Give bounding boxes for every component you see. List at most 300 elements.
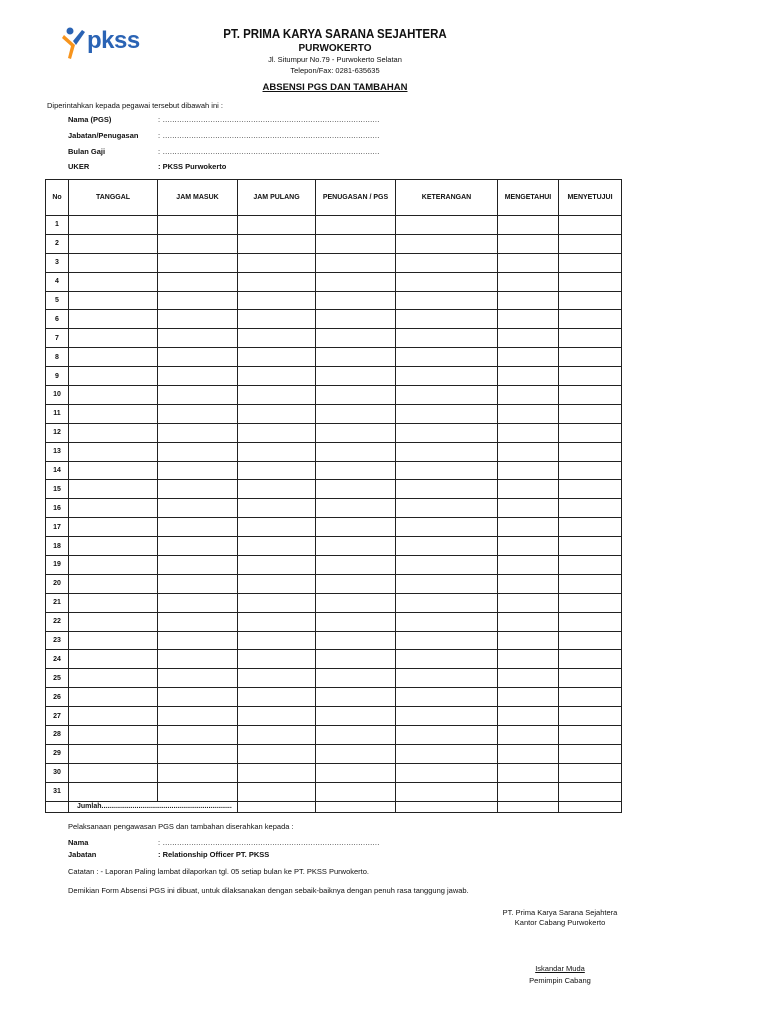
mengetahui-cell[interactable] xyxy=(498,707,559,726)
tanggal-cell[interactable] xyxy=(69,386,158,405)
header-no: No xyxy=(46,180,69,216)
table-row xyxy=(46,253,622,272)
handover-nama-value[interactable]: : ........................................................................................... xyxy=(158,838,380,847)
tanggal-cell[interactable] xyxy=(69,650,158,669)
mengetahui-cell[interactable] xyxy=(498,763,559,782)
table-row xyxy=(46,499,622,518)
jam-masuk-cell[interactable] xyxy=(158,574,238,593)
keterangan-cell[interactable] xyxy=(396,461,498,480)
jam-masuk-cell[interactable] xyxy=(158,669,238,688)
jam-masuk-cell[interactable] xyxy=(158,310,238,329)
penugasan-cell[interactable] xyxy=(316,310,396,329)
mengetahui-cell[interactable] xyxy=(498,744,559,763)
menyetujui-cell[interactable] xyxy=(559,688,622,707)
keterangan-cell[interactable] xyxy=(396,423,498,442)
table-row xyxy=(46,310,622,329)
tanggal-cell[interactable] xyxy=(69,631,158,650)
menyetujui-cell[interactable] xyxy=(559,386,622,405)
table-row xyxy=(46,461,622,480)
penugasan-cell[interactable] xyxy=(316,574,396,593)
menyetujui-cell[interactable] xyxy=(559,669,622,688)
tanggal-cell[interactable] xyxy=(69,669,158,688)
keterangan-cell[interactable] xyxy=(396,574,498,593)
jam-pulang-cell[interactable] xyxy=(238,688,316,707)
jam-masuk-cell[interactable] xyxy=(158,518,238,537)
jam-pulang-cell[interactable] xyxy=(238,329,316,348)
menyetujui-cell[interactable] xyxy=(559,310,622,329)
mengetahui-cell[interactable] xyxy=(498,782,559,801)
tanggal-cell[interactable] xyxy=(69,707,158,726)
company-city: PURWOKERTO xyxy=(298,43,372,54)
jam-pulang-cell[interactable] xyxy=(238,234,316,253)
penugasan-cell[interactable] xyxy=(316,348,396,367)
penugasan-cell[interactable] xyxy=(316,329,396,348)
row-number: 19 xyxy=(46,556,69,575)
mengetahui-cell[interactable] xyxy=(498,650,559,669)
jam-pulang-cell[interactable] xyxy=(238,423,316,442)
tanggal-cell[interactable] xyxy=(69,518,158,537)
jam-masuk-cell[interactable] xyxy=(158,480,238,499)
penugasan-cell[interactable] xyxy=(316,707,396,726)
jam-masuk-cell[interactable] xyxy=(158,272,238,291)
jam-pulang-cell[interactable] xyxy=(238,499,316,518)
mengetahui-cell[interactable] xyxy=(498,404,559,423)
note-text: Catatan : - Laporan Paling lambat dilaporkan tgl. 05 setiap bulan ke PT. PKSS Purwokerto. xyxy=(68,867,370,876)
tanggal-cell[interactable] xyxy=(69,367,158,386)
jam-pulang-cell[interactable] xyxy=(238,272,316,291)
table-row xyxy=(46,556,622,575)
row-number: 9 xyxy=(46,367,69,386)
penugasan-cell[interactable] xyxy=(316,291,396,310)
menyetujui-cell[interactable] xyxy=(559,404,622,423)
header-mengetahui: MENGETAHUI xyxy=(498,180,559,216)
tanggal-cell[interactable] xyxy=(69,310,158,329)
mengetahui-cell[interactable] xyxy=(498,253,559,272)
mengetahui-cell[interactable] xyxy=(498,593,559,612)
keterangan-cell[interactable] xyxy=(396,291,498,310)
keterangan-cell[interactable] xyxy=(396,216,498,235)
keterangan-cell[interactable] xyxy=(396,499,498,518)
penugasan-cell[interactable] xyxy=(316,480,396,499)
menyetujui-cell[interactable] xyxy=(559,650,622,669)
total-cell[interactable] xyxy=(396,801,498,812)
tanggal-cell[interactable] xyxy=(69,537,158,556)
table-row xyxy=(46,688,622,707)
jam-pulang-cell[interactable] xyxy=(238,461,316,480)
mengetahui-cell[interactable] xyxy=(498,423,559,442)
jam-masuk-cell[interactable] xyxy=(158,631,238,650)
tanggal-cell[interactable] xyxy=(69,782,158,801)
keterangan-cell[interactable] xyxy=(396,234,498,253)
row-number: 8 xyxy=(46,348,69,367)
row-number: 22 xyxy=(46,612,69,631)
table-row xyxy=(46,518,622,537)
jam-pulang-cell[interactable] xyxy=(238,650,316,669)
row-number: 1 xyxy=(46,216,69,235)
penugasan-cell[interactable] xyxy=(316,216,396,235)
handover-nama-label: Nama xyxy=(68,838,89,847)
menyetujui-cell[interactable] xyxy=(559,442,622,461)
row-number: 17 xyxy=(46,518,69,537)
table-row xyxy=(46,593,622,612)
jam-masuk-cell[interactable] xyxy=(158,726,238,745)
company-phone: Telepon/Fax: 0281-635635 xyxy=(290,66,380,75)
jam-pulang-cell[interactable] xyxy=(238,782,316,801)
table-row xyxy=(46,480,622,499)
header-keterangan: KETERANGAN xyxy=(396,180,498,216)
tanggal-cell[interactable] xyxy=(69,744,158,763)
tanggal-cell[interactable] xyxy=(69,499,158,518)
menyetujui-cell[interactable] xyxy=(559,631,622,650)
field-value-bulan-gaji[interactable]: : ........................................................................................... xyxy=(158,147,380,156)
penugasan-cell[interactable] xyxy=(316,272,396,291)
tanggal-cell[interactable] xyxy=(69,480,158,499)
mengetahui-cell[interactable] xyxy=(498,348,559,367)
tanggal-cell[interactable] xyxy=(69,234,158,253)
keterangan-cell[interactable] xyxy=(396,404,498,423)
signature-org-line2: Kantor Cabang Purwokerto xyxy=(514,918,606,927)
mengetahui-cell[interactable] xyxy=(498,631,559,650)
tanggal-cell[interactable] xyxy=(69,763,158,782)
menyetujui-cell[interactable] xyxy=(559,461,622,480)
mengetahui-cell[interactable] xyxy=(498,329,559,348)
row-number: 12 xyxy=(46,423,69,442)
jam-masuk-cell[interactable] xyxy=(158,763,238,782)
table-row xyxy=(46,367,622,386)
jam-masuk-cell[interactable] xyxy=(158,216,238,235)
row-number: 26 xyxy=(46,688,69,707)
row-number: 6 xyxy=(46,310,69,329)
pkss-logo xyxy=(62,24,152,64)
field-label-bulan-gaji: Bulan Gaji xyxy=(68,147,106,156)
row-number: 10 xyxy=(46,386,69,405)
mengetahui-cell[interactable] xyxy=(498,688,559,707)
penugasan-cell[interactable] xyxy=(316,669,396,688)
menyetujui-cell[interactable] xyxy=(559,707,622,726)
tanggal-cell[interactable] xyxy=(69,253,158,272)
jam-pulang-cell[interactable] xyxy=(238,442,316,461)
menyetujui-cell[interactable] xyxy=(559,556,622,575)
jam-pulang-cell[interactable] xyxy=(238,612,316,631)
company-address: Jl. Situmpur No.79 - Purwokerto Selatan xyxy=(268,55,402,64)
jam-masuk-cell[interactable] xyxy=(158,537,238,556)
logo-wordmark: pkss xyxy=(87,27,140,54)
jam-masuk-cell[interactable] xyxy=(158,291,238,310)
jam-masuk-cell[interactable] xyxy=(158,650,238,669)
penugasan-cell[interactable] xyxy=(316,688,396,707)
mengetahui-cell[interactable] xyxy=(498,556,559,575)
keterangan-cell[interactable] xyxy=(396,612,498,631)
penugasan-cell[interactable] xyxy=(316,442,396,461)
table-row xyxy=(46,329,622,348)
menyetujui-cell[interactable] xyxy=(559,782,622,801)
jam-pulang-cell[interactable] xyxy=(238,348,316,367)
row-number: 3 xyxy=(46,253,69,272)
jam-pulang-cell[interactable] xyxy=(238,707,316,726)
field-value-jabatan[interactable]: : ........................................................................................... xyxy=(158,131,380,140)
jam-masuk-cell[interactable] xyxy=(158,253,238,272)
jam-pulang-cell[interactable] xyxy=(238,291,316,310)
table-row xyxy=(46,574,622,593)
header-jam-masuk: JAM MASUK xyxy=(158,180,238,216)
row-number: 30 xyxy=(46,763,69,782)
penugasan-cell[interactable] xyxy=(316,518,396,537)
signature-org-line1: PT. Prima Karya Sarana Sejahtera xyxy=(502,908,618,917)
tanggal-cell[interactable] xyxy=(69,423,158,442)
table-row xyxy=(46,726,622,745)
keterangan-cell[interactable] xyxy=(396,329,498,348)
jam-masuk-cell[interactable] xyxy=(158,461,238,480)
jam-masuk-cell[interactable] xyxy=(158,386,238,405)
table-row xyxy=(46,423,622,442)
keterangan-cell[interactable] xyxy=(396,744,498,763)
menyetujui-cell[interactable] xyxy=(559,518,622,537)
mengetahui-cell[interactable] xyxy=(498,537,559,556)
penugasan-cell[interactable] xyxy=(316,612,396,631)
row-number: 2 xyxy=(46,234,69,253)
mengetahui-cell[interactable] xyxy=(498,367,559,386)
jam-pulang-cell[interactable] xyxy=(238,763,316,782)
menyetujui-cell[interactable] xyxy=(559,291,622,310)
row-number: 21 xyxy=(46,593,69,612)
jam-pulang-cell[interactable] xyxy=(238,593,316,612)
jam-masuk-cell[interactable] xyxy=(158,404,238,423)
jam-pulang-cell[interactable] xyxy=(238,556,316,575)
jam-masuk-cell[interactable] xyxy=(158,329,238,348)
field-label-uker: UKER xyxy=(68,162,90,171)
row-number: 27 xyxy=(46,707,69,726)
penugasan-cell[interactable] xyxy=(316,782,396,801)
menyetujui-cell[interactable] xyxy=(559,499,622,518)
field-label-jabatan: Jabatan/Penugasan xyxy=(68,131,139,140)
jam-masuk-cell[interactable] xyxy=(158,442,238,461)
handover-jabatan-label: Jabatan xyxy=(68,850,97,859)
penugasan-cell[interactable] xyxy=(316,650,396,669)
penugasan-cell[interactable] xyxy=(316,253,396,272)
tanggal-cell[interactable] xyxy=(69,688,158,707)
jam-pulang-cell[interactable] xyxy=(238,216,316,235)
keterangan-cell[interactable] xyxy=(396,442,498,461)
table-row xyxy=(46,631,622,650)
menyetujui-cell[interactable] xyxy=(559,348,622,367)
keterangan-cell[interactable] xyxy=(396,537,498,556)
jam-pulang-cell[interactable] xyxy=(238,537,316,556)
penugasan-cell[interactable] xyxy=(316,461,396,480)
menyetujui-cell[interactable] xyxy=(559,574,622,593)
total-cell[interactable] xyxy=(498,801,559,812)
total-blank-cell xyxy=(46,801,69,812)
pkss-figure-logo-icon xyxy=(62,26,88,60)
keterangan-cell[interactable] xyxy=(396,348,498,367)
mengetahui-cell[interactable] xyxy=(498,499,559,518)
signer-name: Iskandar Muda xyxy=(535,964,585,973)
jam-masuk-cell[interactable] xyxy=(158,367,238,386)
tanggal-cell[interactable] xyxy=(69,556,158,575)
menyetujui-cell[interactable] xyxy=(559,726,622,745)
menyetujui-cell[interactable] xyxy=(559,367,622,386)
jam-pulang-cell[interactable] xyxy=(238,253,316,272)
row-number: 11 xyxy=(46,404,69,423)
jam-pulang-cell[interactable] xyxy=(238,367,316,386)
mengetahui-cell[interactable] xyxy=(498,234,559,253)
penugasan-cell[interactable] xyxy=(316,234,396,253)
total-label: Jumlah................................................................... xyxy=(69,801,238,812)
intro-text: Diperintahkan kepada pegawai tersebut dibawah ini : xyxy=(47,101,223,110)
mengetahui-cell[interactable] xyxy=(498,272,559,291)
jam-masuk-cell[interactable] xyxy=(158,348,238,367)
penugasan-cell[interactable] xyxy=(316,499,396,518)
tanggal-cell[interactable] xyxy=(69,404,158,423)
keterangan-cell[interactable] xyxy=(396,518,498,537)
jam-pulang-cell[interactable] xyxy=(238,574,316,593)
penugasan-cell[interactable] xyxy=(316,404,396,423)
table-header-row xyxy=(46,180,622,216)
penugasan-cell[interactable] xyxy=(316,537,396,556)
row-number: 29 xyxy=(46,744,69,763)
menyetujui-cell[interactable] xyxy=(559,216,622,235)
tanggal-cell[interactable] xyxy=(69,348,158,367)
menyetujui-cell[interactable] xyxy=(559,329,622,348)
jam-masuk-cell[interactable] xyxy=(158,707,238,726)
mengetahui-cell[interactable] xyxy=(498,386,559,405)
table-row xyxy=(46,612,622,631)
jam-pulang-cell[interactable] xyxy=(238,669,316,688)
total-cell[interactable] xyxy=(316,801,396,812)
keterangan-cell[interactable] xyxy=(396,763,498,782)
jam-masuk-cell[interactable] xyxy=(158,688,238,707)
jam-masuk-cell[interactable] xyxy=(158,499,238,518)
header-menyetujui: MENYETUJUI xyxy=(559,180,622,216)
handover-jabatan-value: : Relationship Officer PT. PKSS xyxy=(158,850,270,859)
jam-masuk-cell[interactable] xyxy=(158,612,238,631)
table-row xyxy=(46,650,622,669)
keterangan-cell[interactable] xyxy=(396,726,498,745)
menyetujui-cell[interactable] xyxy=(559,763,622,782)
jam-pulang-cell[interactable] xyxy=(238,726,316,745)
jam-masuk-cell[interactable] xyxy=(158,782,238,801)
keterangan-cell[interactable] xyxy=(396,386,498,405)
mengetahui-cell[interactable] xyxy=(498,612,559,631)
menyetujui-cell[interactable] xyxy=(559,744,622,763)
jam-pulang-cell[interactable] xyxy=(238,631,316,650)
table-row xyxy=(46,782,622,801)
tanggal-cell[interactable] xyxy=(69,574,158,593)
tanggal-cell[interactable] xyxy=(69,272,158,291)
keterangan-cell[interactable] xyxy=(396,556,498,575)
tanggal-cell[interactable] xyxy=(69,291,158,310)
jam-masuk-cell[interactable] xyxy=(158,423,238,442)
menyetujui-cell[interactable] xyxy=(559,253,622,272)
tanggal-cell[interactable] xyxy=(69,329,158,348)
menyetujui-cell[interactable] xyxy=(559,480,622,499)
menyetujui-cell[interactable] xyxy=(559,423,622,442)
mengetahui-cell[interactable] xyxy=(498,461,559,480)
tanggal-cell[interactable] xyxy=(69,726,158,745)
row-number: 5 xyxy=(46,291,69,310)
field-label-nama: Nama (PGS) xyxy=(68,115,112,124)
penugasan-cell[interactable] xyxy=(316,726,396,745)
keterangan-cell[interactable] xyxy=(396,253,498,272)
jam-masuk-cell[interactable] xyxy=(158,593,238,612)
tanggal-cell[interactable] xyxy=(69,593,158,612)
total-cell[interactable] xyxy=(559,801,622,812)
row-number: 7 xyxy=(46,329,69,348)
menyetujui-cell[interactable] xyxy=(559,234,622,253)
keterangan-cell[interactable] xyxy=(396,650,498,669)
mengetahui-cell[interactable] xyxy=(498,480,559,499)
tanggal-cell[interactable] xyxy=(69,461,158,480)
keterangan-cell[interactable] xyxy=(396,480,498,499)
jam-masuk-cell[interactable] xyxy=(158,234,238,253)
table-row xyxy=(46,386,622,405)
total-cell[interactable] xyxy=(238,801,316,812)
menyetujui-cell[interactable] xyxy=(559,537,622,556)
menyetujui-cell[interactable] xyxy=(559,272,622,291)
penugasan-cell[interactable] xyxy=(316,763,396,782)
mengetahui-cell[interactable] xyxy=(498,291,559,310)
header-jam-pulang: JAM PULANG xyxy=(238,180,316,216)
header-tanggal: TANGGAL xyxy=(69,180,158,216)
penugasan-cell[interactable] xyxy=(316,367,396,386)
jam-pulang-cell[interactable] xyxy=(238,518,316,537)
row-number: 28 xyxy=(46,726,69,745)
jam-pulang-cell[interactable] xyxy=(238,744,316,763)
table-row xyxy=(46,272,622,291)
mengetahui-cell[interactable] xyxy=(498,216,559,235)
mengetahui-cell[interactable] xyxy=(498,574,559,593)
penugasan-cell[interactable] xyxy=(316,593,396,612)
jam-pulang-cell[interactable] xyxy=(238,480,316,499)
keterangan-cell[interactable] xyxy=(396,310,498,329)
penugasan-cell[interactable] xyxy=(316,423,396,442)
table-row xyxy=(46,537,622,556)
mengetahui-cell[interactable] xyxy=(498,310,559,329)
jam-masuk-cell[interactable] xyxy=(158,744,238,763)
row-number: 15 xyxy=(46,480,69,499)
jam-masuk-cell[interactable] xyxy=(158,556,238,575)
keterangan-cell[interactable] xyxy=(396,593,498,612)
mengetahui-cell[interactable] xyxy=(498,669,559,688)
row-number: 13 xyxy=(46,442,69,461)
keterangan-cell[interactable] xyxy=(396,707,498,726)
penugasan-cell[interactable] xyxy=(316,744,396,763)
table-row xyxy=(46,216,622,235)
keterangan-cell[interactable] xyxy=(396,782,498,801)
penugasan-cell[interactable] xyxy=(316,386,396,405)
mengetahui-cell[interactable] xyxy=(498,442,559,461)
menyetujui-cell[interactable] xyxy=(559,593,622,612)
tanggal-cell[interactable] xyxy=(69,612,158,631)
mengetahui-cell[interactable] xyxy=(498,726,559,745)
jam-pulang-cell[interactable] xyxy=(238,404,316,423)
jam-pulang-cell[interactable] xyxy=(238,310,316,329)
jam-pulang-cell[interactable] xyxy=(238,386,316,405)
keterangan-cell[interactable] xyxy=(396,272,498,291)
penugasan-cell[interactable] xyxy=(316,556,396,575)
menyetujui-cell[interactable] xyxy=(559,612,622,631)
keterangan-cell[interactable] xyxy=(396,631,498,650)
tanggal-cell[interactable] xyxy=(69,216,158,235)
keterangan-cell[interactable] xyxy=(396,669,498,688)
tanggal-cell[interactable] xyxy=(69,442,158,461)
table-row xyxy=(46,442,622,461)
keterangan-cell[interactable] xyxy=(396,367,498,386)
field-value-nama[interactable]: : ........................................................................................... xyxy=(158,115,380,124)
table-row xyxy=(46,763,622,782)
penugasan-cell[interactable] xyxy=(316,631,396,650)
mengetahui-cell[interactable] xyxy=(498,518,559,537)
keterangan-cell[interactable] xyxy=(396,688,498,707)
